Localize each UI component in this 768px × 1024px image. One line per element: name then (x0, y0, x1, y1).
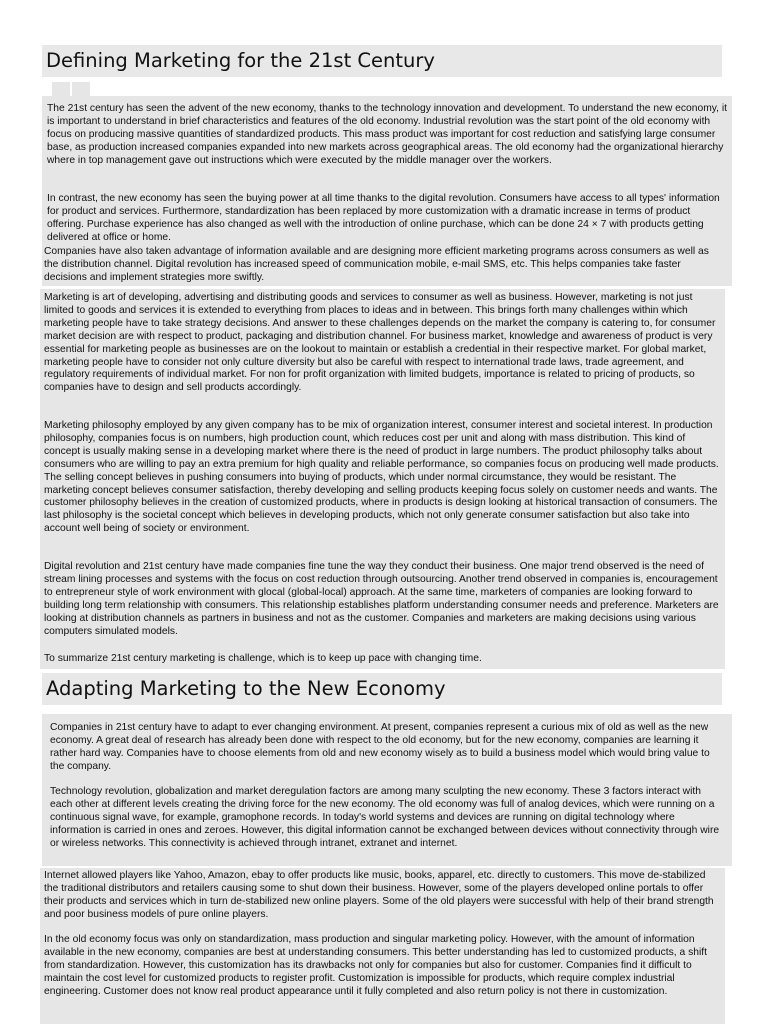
section-heading-adapting-marketing: Adapting Marketing to the New Economy (42, 673, 722, 705)
paragraph: Companies in 21st century have to adapt to ever changing environment. At present, companies represent a curious mix of old as well as the new economy. A great deal of research has already been done with respect to the old economy, but for the new economy, companies are learning it rather hard way. Companies have to choose elements from old and new economy wisely as to build a business model which would bring value to the company. (50, 722, 710, 772)
paragraph: To summarize 21st century marketing is challenge, which is to keep up pace with changing time. (44, 653, 482, 664)
paragraph: The 21st century has seen the advent of the new economy, thanks to the technology innovation and development. To understand the new economy, it is important to understand in brief characteristics and features of the old economy. Industrial revolution was the start point of the old economy with focus on producing massive quantities of standardized products. This mass product was important for cost reduction and satisfying large consumer base, as production increased companies expanded into new markets across geographical areas. The old economy had the organizational hierarchy where in top management gave out instructions which were executed by the middle manager over the workers. (47, 103, 728, 166)
paragraph: Technology revolution, globalization and market deregulation factors are among many sculpting the new economy. These 3 factors interact with each other at different levels creating the driving force for the new economy. The old economy was full of analog devices, which were running on a continuous signal wave, for example, gramophone records. In today's world systems and devices are running on digital technology where information is carried in ones and zeroes. However, this digital information cannot be exchanged between devices without connectivity through wire or wireless networks. This connectivity is achieved through intranet, extranet and internet. (50, 786, 720, 849)
paragraph: Internet allowed players like Yahoo, Amazon, ebay to offer products like music, books, apparel, etc. directly to customers. This move de-stabilized the traditional distributors and retailers causing some to shut down their business. However, some of the players developed online portals to offer their products and services which in turn de-stabilized new online players. Some of the old players were successful with help of their brand strength and poor business models of pure online players. (44, 870, 714, 920)
paragraph: In contrast, the new economy has seen the buying power at all time thanks to the digital revolution. Consumers have access to all types' information for product and services. Furthermore, standardization has been replaced by more customization with a dramatic increase in terms of product offering. Purchase experience has also changed as well with the introduction of online purchase, which can be done 24 × 7 with products getting delivered at office or home. (47, 193, 720, 243)
decorative-tab (52, 82, 70, 96)
section-heading-defining-marketing: Defining Marketing for the 21st Century (42, 45, 722, 77)
decorative-tab (72, 82, 90, 96)
paragraph: Digital revolution and 21st century have made companies fine tune the way they conduct their business. One major trend observed is the need of stream lining processes and systems with the focus on cost reduction through outsourcing. Another trend observed in companies is, encouragement to entrepreneur style of work environment with glocal (global-local) approach. At the same time, marketers of companies are looking forward to building long term relationship with consumers. This relationship establishes platform understanding consumer needs and preference. Marketers are looking at distribution channels as partners in business and not as the customer. Companies and marketers are making decisions using various computers simulated models. (44, 561, 719, 637)
paragraph: Marketing is art of developing, advertising and distributing goods and services to consumer as well as business. However, marketing is not just limited to goods and services it is extended to everything from places to ideas and in between. This brings forth many challenges within which marketing people have to take strategy decisions. And answer to these challenges depends on the market the company is catering to, for consumer market decision are with respect to product, packaging and distribution channel. For business market, knowledge and awareness of product is very essential for marketing people as businesses are on the lookout to maintain or establish a credential in their respective market. For global market, marketing people have to consider not only culture diversity but also be careful with respect to international trade laws, trade agreement, and regulatory requirements of individual market. For non for profit organization with limited budgets, importance is related to pricing of products, so companies have to design and sell products accordingly. (44, 292, 716, 394)
paragraph: Companies have also taken advantage of information available and are designing more efficient marketing programs across consumers as well as the distribution channel. Digital revolution has increased speed of communication mobile, e-mail SMS, etc. This helps companies take faster decisions and implement strategies more swiftly. (44, 246, 709, 283)
paragraph: In the old economy focus was only on standardization, mass production and singular marketing policy. However, with the amount of information available in the new economy, companies are best at understanding consumers. This better understanding has led to customized products, a shift from standardization. However, this customization has its drawbacks not only for companies but also for customer. Companies find it difficult to maintain the cost level for customized products to register profit. Customization is impossible for products, which require complex industrial engineering. Customer does not know real product appearance until it fully completed and also return policy is not there in customization. (44, 934, 708, 997)
paragraph: Marketing philosophy employed by any given company has to be mix of organization interest, consumer interest and societal interest. In production philosophy, companies focus is on numbers, high production count, which reduces cost per unit and along with mass distribution. This kind of concept is usually making sense in a developing market where there is the need of product in large numbers. The product philosophy talks about consumers who are willing to pay an extra premium for high quality and reliable performance, so companies focus on producing well made products. The selling concept believes in pushing consumers into buying of products, which under normal circumstance, they would be resistant. The marketing concept believes consumer satisfaction, thereby developing and selling products keeping focus solely on customer needs and wants. The customer philosophy believes in the creation of customized products, where in products is design looking at historical transaction of consumers. The last philosophy is the societal concept which believes in developing products, which not only generate consumer satisfaction but also take into account well being of society or environment. (44, 420, 719, 535)
